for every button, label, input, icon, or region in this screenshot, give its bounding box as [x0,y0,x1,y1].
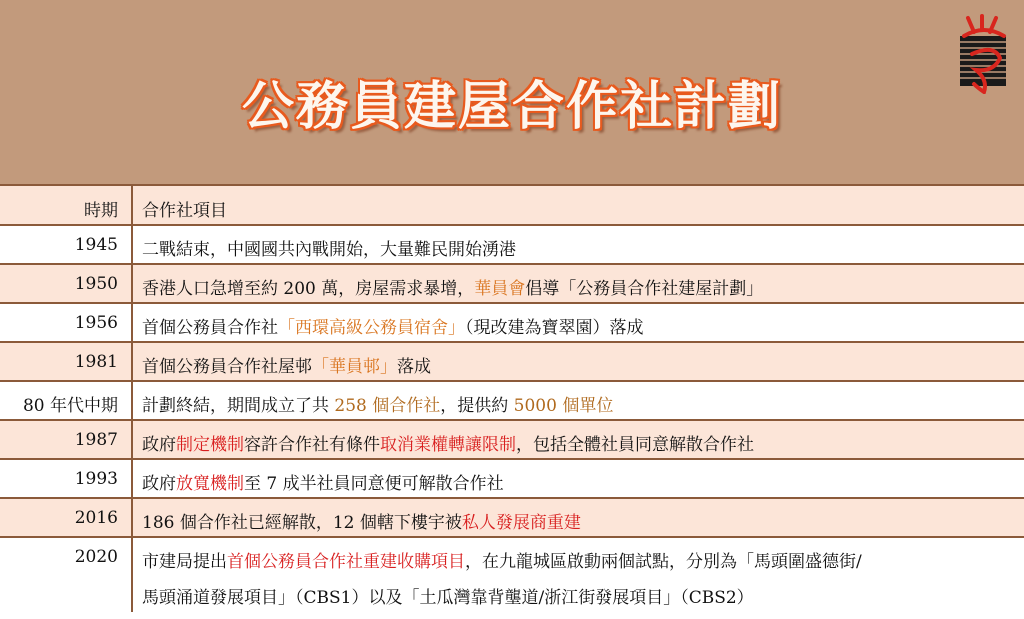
highlighted-text: 放寬機制 [176,474,244,494]
description-line [142,352,431,377]
description-text: 馬頭涌道發展項目」（CBS1）以及「土瓜灣靠背壟道/浙江街發展項目」（CBS2） [142,588,754,608]
row-period: 1987 [74,430,118,450]
description-line [142,313,644,338]
row-description [142,538,1004,612]
column-divider [131,265,133,302]
table-row [0,263,1024,302]
column-divider [131,499,133,536]
description-line [142,583,754,608]
header-banner [0,0,1024,184]
description-line [142,469,504,494]
row-description [142,421,1004,458]
logo-mark-icon [954,14,1012,94]
column-divider [131,343,133,380]
row-description [142,499,1004,536]
description-text: ，提供約 [440,396,514,416]
column-divider [131,538,133,612]
table-row [0,302,1024,341]
description-line [142,430,754,455]
description-text: 倡導「公務員合作社建屋計劃」 [525,279,764,299]
table-row [0,419,1024,458]
highlighted-text: 私人發展商重建 [461,513,581,533]
row-description [142,265,1004,302]
description-text: 落成 [397,357,431,377]
table-row [0,497,1024,536]
table-row [0,458,1024,497]
row-period: 1956 [74,313,118,333]
row-period: 80 年代中期 [22,396,118,416]
column-divider [131,304,133,341]
row-period: 1993 [74,469,118,489]
timeline-table [0,184,1024,619]
description-line [142,547,862,572]
column-divider [131,226,133,263]
highlighted-text: 取消業權轉讓限制 [380,435,516,455]
highlighted-text: 5000 個單位 [513,396,614,416]
description-text: 容許合作社有條件 [244,435,380,455]
row-period: 1945 [74,235,118,255]
highlighted-text: 華員會 [474,279,526,299]
column-divider [131,382,133,419]
page-title: 公務員建屋合作社計劃 [241,77,782,137]
description-text: 政府 [142,474,176,494]
highlighted-text: 「西環高級公務員宿舍」 [278,318,465,338]
highlighted-text: 「華員邨」 [312,357,397,377]
description-text: 186 個合作社已經解散，12 個轄下樓宇被 [142,513,462,533]
description-text: 市建局提出 [142,552,227,572]
column-divider [131,421,133,458]
row-period: 1981 [74,352,118,372]
column-divider [131,460,133,497]
description-text: 政府 [142,435,176,455]
description-text: （現改建為寶翠園）落成 [465,318,644,338]
description-line [142,274,763,299]
description-text: 計劃終結，期間成立了共 [142,396,335,416]
row-description [142,382,1004,419]
table-row [0,536,1024,612]
description-text: 至 7 成半社員同意便可解散合作社 [244,474,504,494]
row-description [142,304,1004,341]
column-header-period: 時期 [84,201,118,221]
highlighted-text: 制定機制 [176,435,244,455]
table-row [0,341,1024,380]
description-text: 香港人口急增至約 200 萬，房屋需求暴增， [142,279,475,299]
row-description [142,343,1004,380]
row-description [142,460,1004,497]
highlighted-text: 258 個合作社 [334,396,441,416]
description-text: ，在九龍城區啟動兩個試點，分別為「馬頭圍盛德街/ [465,552,862,572]
table-row [0,224,1024,263]
column-header-item: 合作社項目 [142,201,227,221]
description-text: 首個公務員合作社屋邨 [142,357,312,377]
table-row [0,380,1024,419]
column-divider [131,186,133,224]
row-period: 2020 [74,547,118,567]
row-period: 1950 [74,274,118,294]
description-line [142,391,613,416]
description-line [142,235,516,260]
description-text: ，包括全體社員同意解散合作社 [516,435,754,455]
highlighted-text: 首個公務員合作社重建收購項目 [227,552,465,572]
row-period: 2016 [74,508,118,528]
description-text: 首個公務員合作社 [142,318,278,338]
description-text: 二戰結束，中國國共內戰開始，大量難民開始湧港 [142,240,516,260]
description-line [142,508,581,533]
row-description [142,226,1004,263]
table-header-row [0,184,1024,224]
